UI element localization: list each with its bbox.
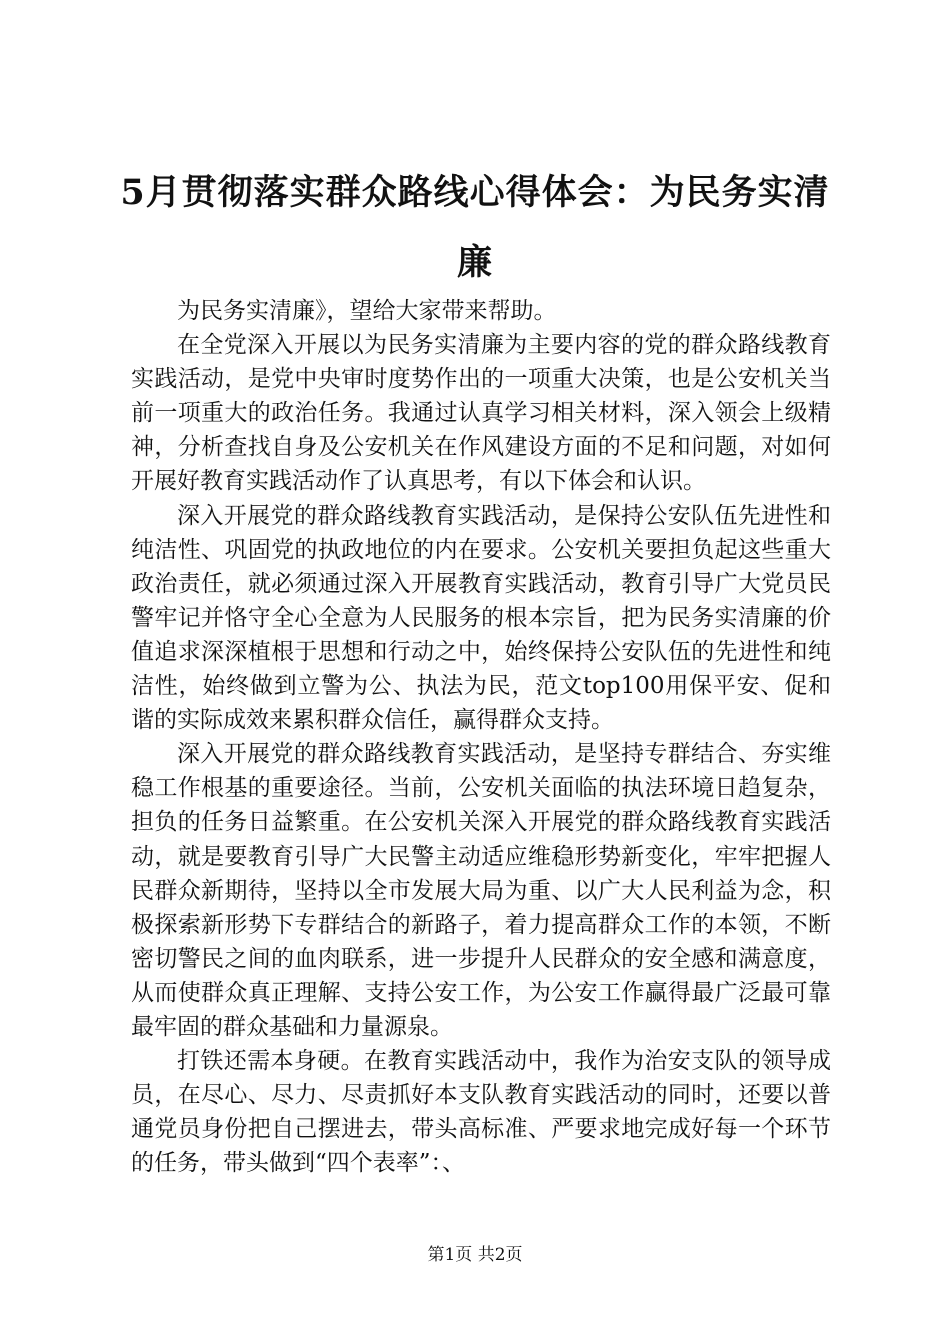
paragraph-3: 深入开展党的群众路线教育实践活动，是坚持专群结合、夯实维稳工作根基的重要途径。当前，公安机关面临的执法环境日趋复杂，担负的任务日益繁重。在公安机关深入开展党的群众路线教育实践活动，就是要教育引导广大民警主动适应维稳形势新变化，牢牢把握人民群众新期待，坚持以全市发展大局为重、以广大人民利益为念，积极探索新形势下专群结合的新路子，着力提高群众工作的本领，不断密切警民之间的血肉联系，进一步提升人民群众的安全感和满意度，从而使群众真正理解、支持公安工作，为公安工作赢得最广泛最可靠最牢固的群众基础和力量源泉。 bbox=[131, 741, 831, 1040]
paragraph-2: 深入开展党的群众路线教育实践活动，是保持公安队伍先进性和纯洁性、巩固党的执政地位的内在要求。公安机关要担负起这些重大政治责任，就必须通过深入开展教育实践活动，教育引导广大党员民警牢记并恪守全心全意为人民服务的根本宗旨，把为民务实清廉的价值追求深深植根于思想和行动之中，始终保持公安队伍的先进性和纯洁性，始终做到立警为公、执法为民，范文top100用保平安、促和谐的实际成效来累积群众信任，赢得群众支持。 bbox=[131, 502, 831, 734]
paragraph-4: 打铁还需本身硬。在教育实践活动中，我作为治安支队的领导成员，在尽心、尽力、尽责抓好本支队教育实践活动的同时，还要以普通党员身份把自己摆进去，带头高标准、严要求地完成好每一个环节的任务，带头做到“四个表率”：、 bbox=[131, 1048, 831, 1177]
document-title: 5月贯彻落实群众路线心得体会：为民务实清廉 bbox=[120, 172, 830, 283]
paragraph-intro: 为民务实清廉》，望给大家带来帮助。 bbox=[177, 298, 557, 324]
document-body bbox=[131, 294, 831, 1180]
page-number-footer: 第1页 共2页 bbox=[427, 1245, 523, 1265]
paragraph-1: 在全党深入开展以为民务实清廉为主要内容的党的群众路线教育实践活动，是党中央审时度势作出的一项重大决策，也是公安机关当前一项重大的政治任务。我通过认真学习相关材料，深入领会上级精神，分析查找自身及公安机关在作风建设方面的不足和问题，对如何开展好教育实践活动作了认真思考，有以下体会和认识。 bbox=[131, 332, 831, 495]
